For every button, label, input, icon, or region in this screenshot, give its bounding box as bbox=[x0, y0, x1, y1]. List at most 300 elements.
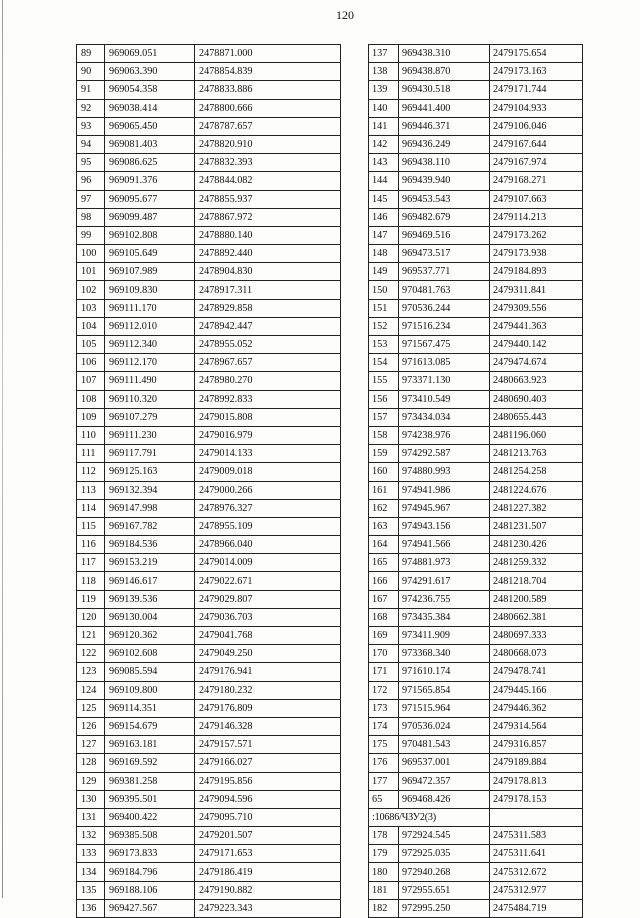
y-coordinate-cell: 2479095.710 bbox=[195, 808, 341, 826]
x-coordinate-cell: 974291.617 bbox=[399, 572, 490, 590]
x-coordinate-cell: 969146.617 bbox=[105, 572, 195, 590]
y-coordinate-cell: 2481224.676 bbox=[490, 481, 583, 499]
table-row bbox=[369, 863, 583, 881]
point-number-cell: 111 bbox=[77, 445, 105, 463]
x-coordinate-cell: 969109.830 bbox=[105, 281, 195, 299]
point-number-cell: 174 bbox=[369, 717, 399, 735]
point-number-cell: 135 bbox=[77, 881, 105, 899]
point-number-cell: 179 bbox=[369, 845, 399, 863]
table-row bbox=[77, 627, 341, 645]
y-coordinate-cell: 2478855.937 bbox=[195, 190, 341, 208]
x-coordinate-cell: 969169.592 bbox=[105, 754, 195, 772]
table-row bbox=[77, 590, 341, 608]
x-coordinate-cell: 974941.986 bbox=[399, 481, 490, 499]
table-row bbox=[369, 372, 583, 390]
y-coordinate-cell: 2481218.704 bbox=[490, 572, 583, 590]
x-coordinate-cell: 969453.543 bbox=[399, 190, 490, 208]
x-coordinate-cell: 971516.234 bbox=[399, 317, 490, 335]
y-coordinate-cell: 2478980.270 bbox=[195, 372, 341, 390]
x-coordinate-cell: 974292.587 bbox=[399, 445, 490, 463]
point-number-cell: 165 bbox=[369, 554, 399, 572]
table-row bbox=[77, 408, 341, 426]
table-row bbox=[369, 608, 583, 626]
x-coordinate-cell: 969120.362 bbox=[105, 627, 195, 645]
point-number-cell: 182 bbox=[369, 899, 399, 917]
table-row bbox=[369, 172, 583, 190]
point-number-cell: 128 bbox=[77, 754, 105, 772]
point-number-cell: 148 bbox=[369, 245, 399, 263]
table-row bbox=[77, 317, 341, 335]
point-number-cell: 172 bbox=[369, 681, 399, 699]
y-coordinate-cell: 2479094.596 bbox=[195, 790, 341, 808]
table-row bbox=[369, 245, 583, 263]
x-coordinate-cell: 969111.230 bbox=[105, 426, 195, 444]
point-number-cell: 101 bbox=[77, 263, 105, 281]
scan-edge bbox=[2, 0, 3, 898]
x-coordinate-cell: 969117.791 bbox=[105, 445, 195, 463]
table-row bbox=[369, 299, 583, 317]
x-coordinate-cell: 969438.870 bbox=[399, 63, 490, 81]
x-coordinate-cell: 969184.536 bbox=[105, 536, 195, 554]
point-number-cell: 98 bbox=[77, 208, 105, 226]
y-coordinate-cell: 2479311.841 bbox=[490, 281, 583, 299]
table-row bbox=[77, 45, 341, 63]
table-row bbox=[77, 481, 341, 499]
x-coordinate-cell: 969054.358 bbox=[105, 81, 195, 99]
table-row bbox=[77, 245, 341, 263]
point-number-cell: 154 bbox=[369, 354, 399, 372]
point-number-cell: 122 bbox=[77, 645, 105, 663]
y-coordinate-cell: 2479167.644 bbox=[490, 135, 583, 153]
point-number-cell: 110 bbox=[77, 426, 105, 444]
y-coordinate-cell: 2479166.027 bbox=[195, 754, 341, 772]
x-coordinate-cell: 969086.625 bbox=[105, 154, 195, 172]
point-number-cell: 108 bbox=[77, 390, 105, 408]
table-row bbox=[369, 699, 583, 717]
x-coordinate-cell: 974236.755 bbox=[399, 590, 490, 608]
y-coordinate-cell: 2479173.938 bbox=[490, 245, 583, 263]
table-row bbox=[369, 463, 583, 481]
point-number-cell: 93 bbox=[77, 117, 105, 135]
table-row bbox=[77, 827, 341, 845]
x-coordinate-cell: 969400.422 bbox=[105, 808, 195, 826]
table-row bbox=[369, 517, 583, 535]
y-coordinate-cell: 2479000.266 bbox=[195, 481, 341, 499]
table-row bbox=[77, 608, 341, 626]
point-number-cell: 176 bbox=[369, 754, 399, 772]
point-number-cell: 131 bbox=[77, 808, 105, 826]
table-row bbox=[77, 281, 341, 299]
y-coordinate-cell: 2478904.830 bbox=[195, 263, 341, 281]
point-number-cell: 142 bbox=[369, 135, 399, 153]
y-coordinate-cell: 2479314.564 bbox=[490, 717, 583, 735]
coordinates-table-right bbox=[368, 44, 583, 918]
table-row bbox=[369, 190, 583, 208]
point-number-cell: 107 bbox=[77, 372, 105, 390]
table-row bbox=[77, 336, 341, 354]
x-coordinate-cell: 974881.973 bbox=[399, 554, 490, 572]
y-coordinate-cell: 2479446.362 bbox=[490, 699, 583, 717]
y-coordinate-cell: 2475484.719 bbox=[490, 899, 583, 917]
table-row bbox=[369, 554, 583, 572]
y-coordinate-cell: 2475311.641 bbox=[490, 845, 583, 863]
x-coordinate-cell: 969381.258 bbox=[105, 772, 195, 790]
point-number-cell: 134 bbox=[77, 863, 105, 881]
y-coordinate-cell: 2478955.109 bbox=[195, 517, 341, 535]
x-coordinate-cell: 971565.854 bbox=[399, 681, 490, 699]
table-row bbox=[77, 463, 341, 481]
point-number-cell: 119 bbox=[77, 590, 105, 608]
point-number-cell: 163 bbox=[369, 517, 399, 535]
table-row bbox=[77, 645, 341, 663]
x-coordinate-cell: 969537.001 bbox=[399, 754, 490, 772]
point-number-cell: 65 bbox=[369, 790, 399, 808]
y-coordinate-cell: 2479178.813 bbox=[490, 772, 583, 790]
point-number-cell: 157 bbox=[369, 408, 399, 426]
x-coordinate-cell: 973368.340 bbox=[399, 645, 490, 663]
table-row bbox=[77, 754, 341, 772]
y-coordinate-cell: 2479180.232 bbox=[195, 681, 341, 699]
y-coordinate-cell: 2479041.768 bbox=[195, 627, 341, 645]
point-number-cell: 92 bbox=[77, 99, 105, 117]
y-coordinate-cell: 2479015.808 bbox=[195, 408, 341, 426]
point-number-cell: 147 bbox=[369, 226, 399, 244]
y-coordinate-cell: 2481259.332 bbox=[490, 554, 583, 572]
y-coordinate-cell: 2479173.163 bbox=[490, 63, 583, 81]
y-coordinate-cell: 2479173.262 bbox=[490, 226, 583, 244]
x-coordinate-cell: 973435.384 bbox=[399, 608, 490, 626]
coordinates-table-left bbox=[76, 44, 341, 918]
point-number-cell: 114 bbox=[77, 499, 105, 517]
point-number-cell: 116 bbox=[77, 536, 105, 554]
point-number-cell: 149 bbox=[369, 263, 399, 281]
table-row bbox=[77, 863, 341, 881]
x-coordinate-cell: 974945.967 bbox=[399, 499, 490, 517]
table-row bbox=[77, 63, 341, 81]
x-coordinate-cell: 969105.649 bbox=[105, 245, 195, 263]
point-number-cell: 150 bbox=[369, 281, 399, 299]
y-coordinate-cell: 2478942.447 bbox=[195, 317, 341, 335]
table-row bbox=[77, 190, 341, 208]
point-number-cell: 169 bbox=[369, 627, 399, 645]
y-coordinate-cell: 2475312.977 bbox=[490, 881, 583, 899]
point-number-cell: 168 bbox=[369, 608, 399, 626]
point-number-cell: 170 bbox=[369, 645, 399, 663]
x-coordinate-cell: 969438.110 bbox=[399, 154, 490, 172]
table-row bbox=[369, 772, 583, 790]
x-coordinate-cell: 969472.357 bbox=[399, 772, 490, 790]
page-number: 120 bbox=[336, 8, 354, 22]
point-number-cell: 115 bbox=[77, 517, 105, 535]
x-coordinate-cell: 972924.545 bbox=[399, 827, 490, 845]
table-row bbox=[77, 845, 341, 863]
x-coordinate-cell: 969173.833 bbox=[105, 845, 195, 863]
table-row bbox=[369, 827, 583, 845]
table-row bbox=[77, 135, 341, 153]
table-row bbox=[77, 390, 341, 408]
table-row bbox=[77, 172, 341, 190]
table-row bbox=[77, 372, 341, 390]
x-coordinate-cell: 969537.771 bbox=[399, 263, 490, 281]
point-number-cell: 145 bbox=[369, 190, 399, 208]
table-row bbox=[369, 354, 583, 372]
y-coordinate-cell: 2479168.271 bbox=[490, 172, 583, 190]
table-row bbox=[77, 81, 341, 99]
y-coordinate-cell: 2481230.426 bbox=[490, 536, 583, 554]
table-row bbox=[369, 208, 583, 226]
point-number-cell: 100 bbox=[77, 245, 105, 263]
y-coordinate-cell: 2479176.809 bbox=[195, 699, 341, 717]
y-coordinate-cell: 2479474.674 bbox=[490, 354, 583, 372]
x-coordinate-cell: 973411.909 bbox=[399, 627, 490, 645]
x-coordinate-cell: 969114.351 bbox=[105, 699, 195, 717]
y-coordinate-cell: 2481254.258 bbox=[490, 463, 583, 481]
y-coordinate-cell: 2481227.382 bbox=[490, 499, 583, 517]
x-coordinate-cell: 969184.796 bbox=[105, 863, 195, 881]
x-coordinate-cell: 970536.244 bbox=[399, 299, 490, 317]
table-row bbox=[77, 354, 341, 372]
y-coordinate-cell: 2479195.856 bbox=[195, 772, 341, 790]
y-coordinate-cell: 2478800.666 bbox=[195, 99, 341, 117]
x-coordinate-cell: 974880.993 bbox=[399, 463, 490, 481]
table-row bbox=[369, 754, 583, 772]
y-coordinate-cell: 2479189.884 bbox=[490, 754, 583, 772]
x-coordinate-cell: 969469.516 bbox=[399, 226, 490, 244]
y-coordinate-cell: 2478976.327 bbox=[195, 499, 341, 517]
point-number-cell: 112 bbox=[77, 463, 105, 481]
point-number-cell: 138 bbox=[369, 63, 399, 81]
table-row bbox=[369, 135, 583, 153]
x-coordinate-cell: 970481.763 bbox=[399, 281, 490, 299]
y-coordinate-cell: 2478871.000 bbox=[195, 45, 341, 63]
table-row bbox=[369, 154, 583, 172]
point-number-cell: 155 bbox=[369, 372, 399, 390]
y-coordinate-cell: 2479176.941 bbox=[195, 663, 341, 681]
x-coordinate-cell: 973371.130 bbox=[399, 372, 490, 390]
x-coordinate-cell: 969081.403 bbox=[105, 135, 195, 153]
table-row bbox=[77, 226, 341, 244]
y-coordinate-cell: 2478820.910 bbox=[195, 135, 341, 153]
point-number-cell: 136 bbox=[77, 899, 105, 917]
y-coordinate-cell: 2479175.654 bbox=[490, 45, 583, 63]
x-coordinate-cell: 969085.594 bbox=[105, 663, 195, 681]
point-number-cell: 151 bbox=[369, 299, 399, 317]
y-coordinate-cell: 2478929.858 bbox=[195, 299, 341, 317]
empty-cell bbox=[490, 808, 583, 826]
point-number-cell: 127 bbox=[77, 736, 105, 754]
x-coordinate-cell: 969427.567 bbox=[105, 899, 195, 917]
x-coordinate-cell: 969385.508 bbox=[105, 827, 195, 845]
point-number-cell: 180 bbox=[369, 863, 399, 881]
point-number-cell: 117 bbox=[77, 554, 105, 572]
point-number-cell: 160 bbox=[369, 463, 399, 481]
y-coordinate-cell: 2478867.972 bbox=[195, 208, 341, 226]
x-coordinate-cell: 969107.989 bbox=[105, 263, 195, 281]
y-coordinate-cell: 2479445.166 bbox=[490, 681, 583, 699]
point-number-cell: 91 bbox=[77, 81, 105, 99]
table-row bbox=[369, 426, 583, 444]
table-row bbox=[77, 117, 341, 135]
table-row bbox=[369, 681, 583, 699]
point-number-cell: 143 bbox=[369, 154, 399, 172]
point-number-cell: 102 bbox=[77, 281, 105, 299]
point-number-cell: 152 bbox=[369, 317, 399, 335]
point-number-cell: 132 bbox=[77, 827, 105, 845]
table-row bbox=[77, 499, 341, 517]
x-coordinate-cell: 969102.808 bbox=[105, 226, 195, 244]
x-coordinate-cell: 969063.390 bbox=[105, 63, 195, 81]
point-number-cell: 178 bbox=[369, 827, 399, 845]
point-number-cell: 96 bbox=[77, 172, 105, 190]
y-coordinate-cell: 2480663.923 bbox=[490, 372, 583, 390]
x-coordinate-cell: 974941.566 bbox=[399, 536, 490, 554]
point-number-cell: 95 bbox=[77, 154, 105, 172]
x-coordinate-cell: 969436.249 bbox=[399, 135, 490, 153]
table-row bbox=[77, 536, 341, 554]
point-number-cell: 166 bbox=[369, 572, 399, 590]
point-number-cell: 153 bbox=[369, 336, 399, 354]
point-number-cell: 130 bbox=[77, 790, 105, 808]
x-coordinate-cell: 974943.156 bbox=[399, 517, 490, 535]
y-coordinate-cell: 2479171.653 bbox=[195, 845, 341, 863]
x-coordinate-cell: 969139.536 bbox=[105, 590, 195, 608]
x-coordinate-cell: 969446.371 bbox=[399, 117, 490, 135]
table-row bbox=[77, 808, 341, 826]
table-row bbox=[369, 736, 583, 754]
y-coordinate-cell: 2479009.018 bbox=[195, 463, 341, 481]
point-number-cell: 133 bbox=[77, 845, 105, 863]
table-row bbox=[369, 899, 583, 917]
x-coordinate-cell: 972925.035 bbox=[399, 845, 490, 863]
table-row bbox=[369, 536, 583, 554]
point-number-cell: 139 bbox=[369, 81, 399, 99]
y-coordinate-cell: 2478832.393 bbox=[195, 154, 341, 172]
y-coordinate-cell: 2478955.052 bbox=[195, 336, 341, 354]
table-row bbox=[77, 554, 341, 572]
x-coordinate-cell: 969095.677 bbox=[105, 190, 195, 208]
x-coordinate-cell: 969110.320 bbox=[105, 390, 195, 408]
x-coordinate-cell: 969112.010 bbox=[105, 317, 195, 335]
y-coordinate-cell: 2479146.328 bbox=[195, 717, 341, 735]
table-row bbox=[369, 499, 583, 517]
x-coordinate-cell: 969069.051 bbox=[105, 45, 195, 63]
table-row bbox=[369, 845, 583, 863]
y-coordinate-cell: 2480697.333 bbox=[490, 627, 583, 645]
y-coordinate-cell: 2479167.974 bbox=[490, 154, 583, 172]
x-coordinate-cell: 971515.964 bbox=[399, 699, 490, 717]
point-number-cell: 123 bbox=[77, 663, 105, 681]
x-coordinate-cell: 969109.800 bbox=[105, 681, 195, 699]
table-row bbox=[369, 263, 583, 281]
table-row bbox=[77, 881, 341, 899]
x-coordinate-cell: 969112.340 bbox=[105, 336, 195, 354]
x-coordinate-cell: 969468.426 bbox=[399, 790, 490, 808]
table-row bbox=[77, 681, 341, 699]
y-coordinate-cell: 2480668.073 bbox=[490, 645, 583, 663]
point-number-cell: 104 bbox=[77, 317, 105, 335]
x-coordinate-cell: 969163.181 bbox=[105, 736, 195, 754]
table-row bbox=[369, 63, 583, 81]
point-number-cell: 89 bbox=[77, 45, 105, 63]
x-coordinate-cell: 970481.543 bbox=[399, 736, 490, 754]
parcel-label-cell: :10686/ЧЗУ2(3) bbox=[369, 808, 490, 826]
y-coordinate-cell: 2479223.343 bbox=[195, 899, 341, 917]
table-row bbox=[369, 45, 583, 63]
table-row bbox=[369, 99, 583, 117]
y-coordinate-cell: 2479316.857 bbox=[490, 736, 583, 754]
x-coordinate-cell: 969112.170 bbox=[105, 354, 195, 372]
table-row bbox=[369, 663, 583, 681]
point-number-cell: 99 bbox=[77, 226, 105, 244]
y-coordinate-cell: 2478992.833 bbox=[195, 390, 341, 408]
x-coordinate-cell: 969395.501 bbox=[105, 790, 195, 808]
table-row bbox=[369, 317, 583, 335]
table-row bbox=[369, 117, 583, 135]
y-coordinate-cell: 2479440.142 bbox=[490, 336, 583, 354]
x-coordinate-cell: 969125.163 bbox=[105, 463, 195, 481]
y-coordinate-cell: 2475311.583 bbox=[490, 827, 583, 845]
point-number-cell: 159 bbox=[369, 445, 399, 463]
table-row bbox=[369, 408, 583, 426]
x-coordinate-cell: 969111.170 bbox=[105, 299, 195, 317]
point-number-cell: 140 bbox=[369, 99, 399, 117]
point-number-cell: 171 bbox=[369, 663, 399, 681]
table-row bbox=[77, 699, 341, 717]
x-coordinate-cell: 969102.608 bbox=[105, 645, 195, 663]
point-number-cell: 118 bbox=[77, 572, 105, 590]
y-coordinate-cell: 2479157.571 bbox=[195, 736, 341, 754]
table-row bbox=[77, 154, 341, 172]
y-coordinate-cell: 2479441.363 bbox=[490, 317, 583, 335]
table-row bbox=[77, 299, 341, 317]
point-number-cell: 120 bbox=[77, 608, 105, 626]
table-row bbox=[369, 281, 583, 299]
x-coordinate-cell: 973410.549 bbox=[399, 390, 490, 408]
y-coordinate-cell: 2478966.040 bbox=[195, 536, 341, 554]
point-number-cell: 106 bbox=[77, 354, 105, 372]
table-row bbox=[77, 717, 341, 735]
y-coordinate-cell: 2478833.886 bbox=[195, 81, 341, 99]
point-number-cell: 156 bbox=[369, 390, 399, 408]
point-number-cell: 105 bbox=[77, 336, 105, 354]
y-coordinate-cell: 2478854.839 bbox=[195, 63, 341, 81]
x-coordinate-cell: 974238.976 bbox=[399, 426, 490, 444]
table-row bbox=[77, 263, 341, 281]
y-coordinate-cell: 2479201.507 bbox=[195, 827, 341, 845]
y-coordinate-cell: 2479029.807 bbox=[195, 590, 341, 608]
point-number-cell: 146 bbox=[369, 208, 399, 226]
table-row bbox=[369, 572, 583, 590]
y-coordinate-cell: 2479309.556 bbox=[490, 299, 583, 317]
x-coordinate-cell: 969038.414 bbox=[105, 99, 195, 117]
y-coordinate-cell: 2479014.009 bbox=[195, 554, 341, 572]
x-coordinate-cell: 969147.998 bbox=[105, 499, 195, 517]
table-row bbox=[77, 663, 341, 681]
x-coordinate-cell: 969099.487 bbox=[105, 208, 195, 226]
y-coordinate-cell: 2479171.744 bbox=[490, 81, 583, 99]
x-coordinate-cell: 969441.400 bbox=[399, 99, 490, 117]
table-row bbox=[77, 772, 341, 790]
point-number-cell: 137 bbox=[369, 45, 399, 63]
point-number-cell: 109 bbox=[77, 408, 105, 426]
y-coordinate-cell: 2479016.979 bbox=[195, 426, 341, 444]
table-row bbox=[369, 226, 583, 244]
point-number-cell: 129 bbox=[77, 772, 105, 790]
x-coordinate-cell: 969430.518 bbox=[399, 81, 490, 99]
point-number-cell: 124 bbox=[77, 681, 105, 699]
point-number-cell: 162 bbox=[369, 499, 399, 517]
y-coordinate-cell: 2478844.082 bbox=[195, 172, 341, 190]
